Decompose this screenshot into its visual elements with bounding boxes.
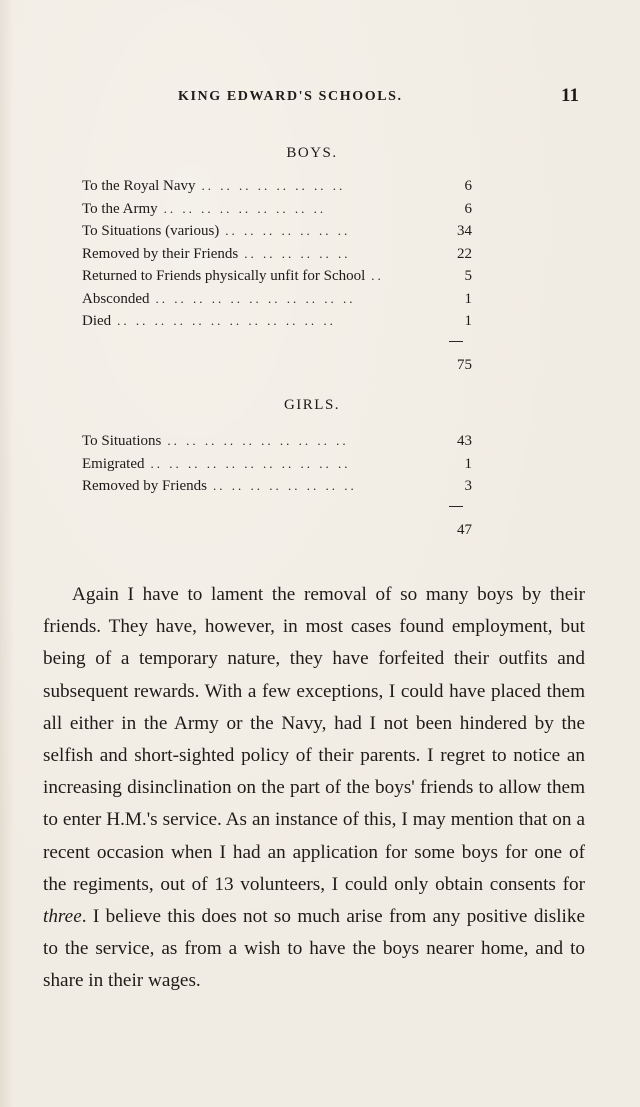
row-label: Returned to Friends physically unfit for School [82,268,366,284]
table-row [82,453,472,476]
boys-total: 75 [457,356,472,373]
row-label: Removed by their Friends [82,245,239,262]
row-value: 1 [464,290,472,307]
row-label: Emigrated [82,455,145,472]
paragraph [43,579,585,998]
row-label: Absconded [82,290,150,307]
girls-table [82,430,472,541]
leader-dots: .. .. .. .. .. .. .. [225,223,351,238]
table-row [82,265,472,288]
row-value: 5 [464,268,472,284]
row-label: To Situations [82,433,162,449]
row-value: 3 [464,478,472,494]
total-rule [449,341,463,342]
girls-section-title: GIRLS. [283,397,341,413]
table-row [82,310,472,333]
boys-table [82,175,472,376]
body-paragraph [43,579,585,998]
row-label: To the Royal Navy [82,178,196,194]
leader-dots: .. .. .. .. .. .. .. .. [213,478,357,493]
row-value: 6 [464,178,472,194]
row-value: 43 [457,433,472,449]
total-rule [449,506,463,507]
table-row [82,220,472,243]
paragraph-text: Again I have to lament the removal of so many boys by their friends. They have, however, in most cases found employment, but being of a temporary nature, they have forfeited their outfits and subsequent rewards. With a few exceptions, I could have placed them all either in the Army or the Navy, had I not been hindered by the selfish and short-sighted policy of their parents. I regret to notice an increasing disinclination on the part of the boys' friends to allow them to enter H.M.'s service. As an instance of this, I may mention that on a recent occasion when I had an application for some boys for one of the regiments, out of 13 volunteers, I could only obtain consents for [43,584,585,895]
row-value: 1 [464,455,472,472]
leader-dots: .. .. .. .. .. .. .. .. .. [163,200,327,216]
table-row [82,475,472,498]
table-row [82,288,472,311]
running-head: KING EDWARD'S SCHOOLS. [178,89,403,104]
leader-dots: .. .. .. .. .. .. .. .. [201,178,346,193]
table-row [82,430,472,453]
row-label: To the Army [82,200,158,217]
row-value: 1 [464,313,472,329]
row-value: 22 [457,245,472,262]
table-row [82,243,472,266]
row-value: 6 [464,200,472,217]
table-row [82,175,472,198]
girls-total: 47 [457,521,472,538]
table-row [82,198,472,221]
leader-dots: .. .. .. .. .. .. .. .. .. .. .. [150,455,351,471]
row-label: Died [82,313,112,329]
leader-dots: .. .. .. .. .. .. .. .. .. .. .. [155,290,356,306]
leader-dots: .. .. .. .. .. .. .. .. .. .. .. .. [117,313,336,328]
emphasized-word: three [43,906,82,928]
leader-dots: .. [371,268,384,283]
row-label: To Situations (various) [82,223,220,239]
leader-dots: .. .. .. .. .. .. [244,245,351,261]
row-value: 34 [457,223,472,239]
paragraph-text: . I believe this does not so much arise from any positive dislike to the service, as from a wish to have the boys nearer home, and to share in their wages. [43,906,585,992]
boys-section-title: BOYS. [286,145,338,161]
row-label: Removed by Friends [82,478,207,494]
page-number: 11 [561,85,579,106]
leader-dots: .. .. .. .. .. .. .. .. .. .. [167,433,349,448]
